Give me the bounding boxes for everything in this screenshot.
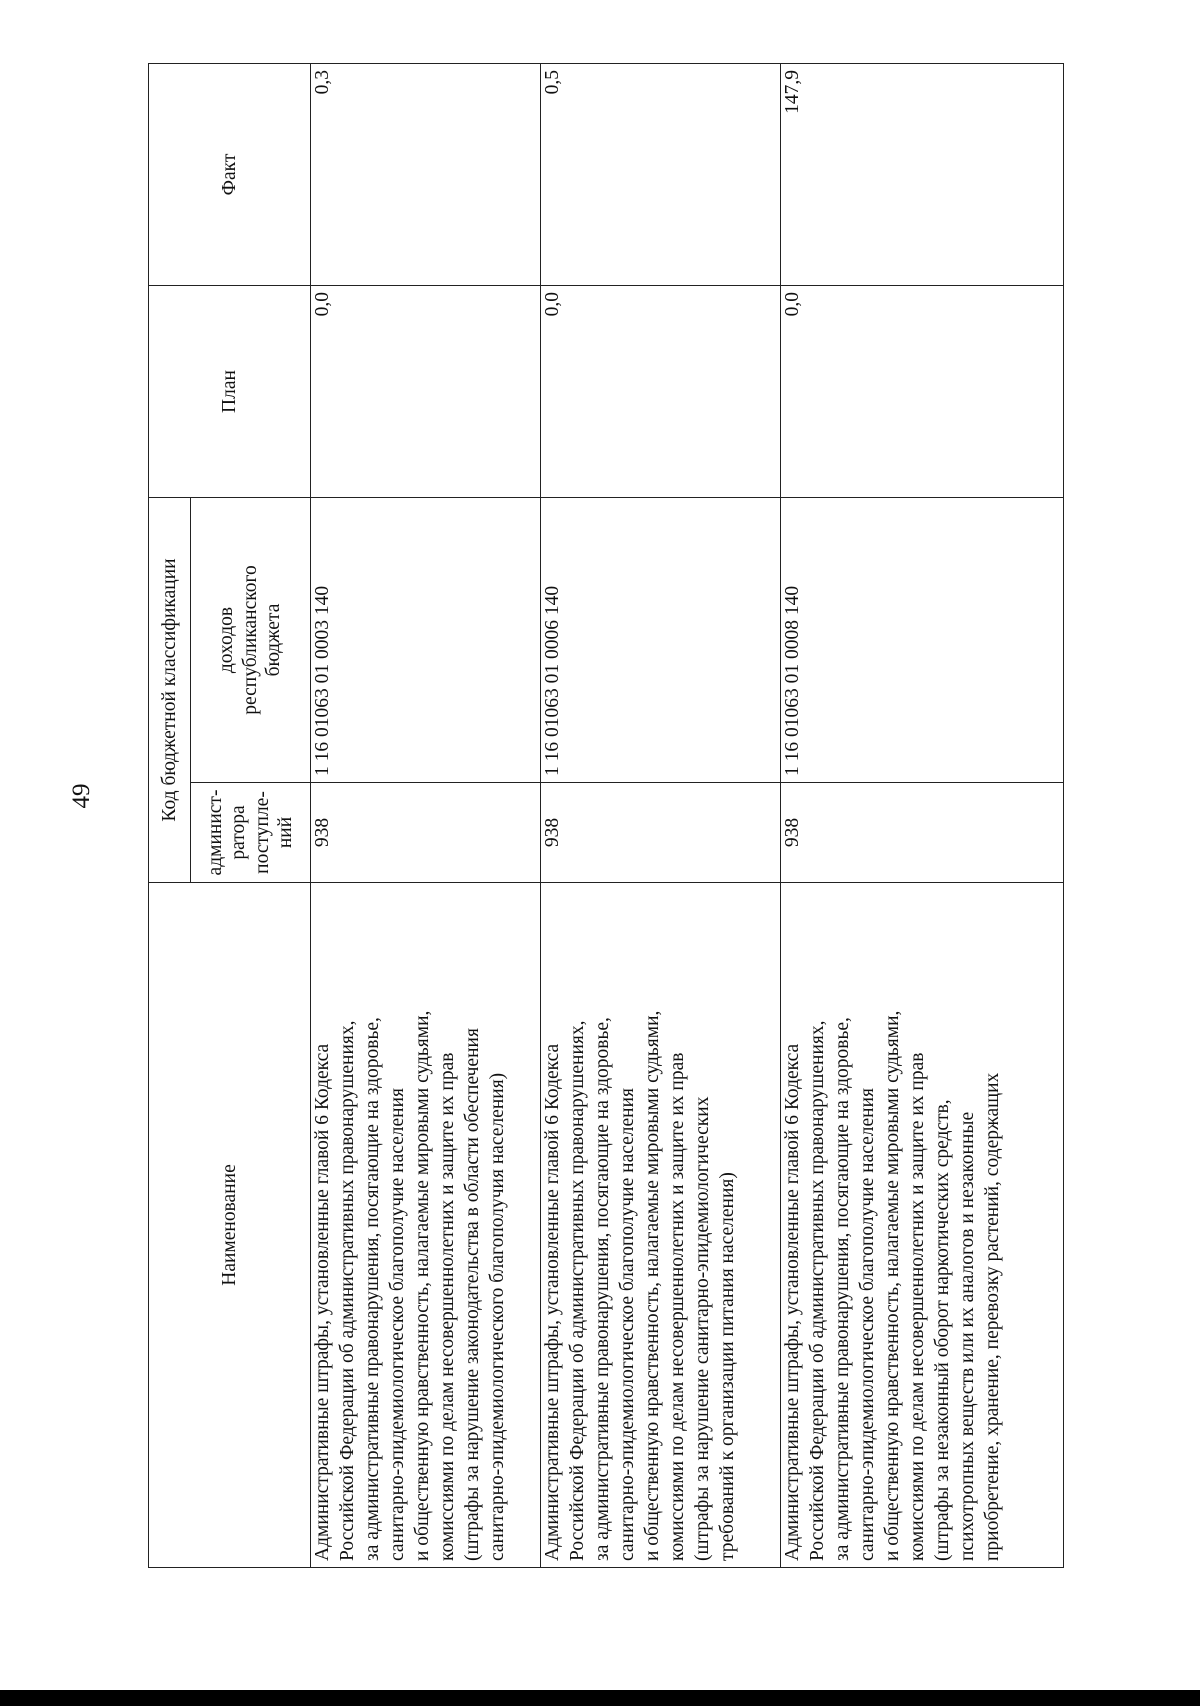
row-plan: 0,0	[311, 286, 541, 498]
header-name: Наименование	[149, 883, 311, 1568]
row-income-code: 1 16 01063 01 0006 140	[541, 498, 781, 783]
row-admin-code: 938	[541, 783, 781, 883]
row-plan: 0,0	[541, 286, 781, 498]
budget-income-table	[148, 63, 1064, 1568]
table-row	[541, 64, 781, 1568]
row-fact: 0,5	[541, 64, 781, 286]
header-admin: админист- ратора поступле- ний	[191, 783, 311, 883]
header-fact: Факт	[149, 64, 311, 286]
row-plan: 0,0	[781, 286, 1064, 498]
header-income: доходов республиканского бюджета	[191, 498, 311, 783]
header-plan: План	[149, 286, 311, 498]
row-name: Административные штрафы, установленные главой 6 Кодекса Российской Федерации об административных правонарушениях, за административные правонарушения, посягающие на здоровье, санитарно-эпидемиологическое благополучие населения и общественную нравственность, налагаемые мировыми судьями, комиссиями по делам несовершеннолетних и защите их прав (штрафы за нарушение законодательства в области обеспечения санитарно-эпидемиологического благополучия населения)	[311, 883, 541, 1568]
table-row	[311, 64, 541, 1568]
rotated-table-container	[148, 64, 1064, 1568]
page-number: 49	[68, 783, 95, 809]
row-fact: 0,3	[311, 64, 541, 286]
row-income-code: 1 16 01063 01 0008 140	[781, 498, 1064, 783]
row-name: Административные штрафы, установленные главой 6 Кодекса Российской Федерации об административных правонарушениях, за административные правонарушения, посягающие на здоровье, санитарно-эпидемиологическое благополучие населения и общественную нравственность, налагаемые мировыми судьями, комиссиями по делам несовершеннолетних и защите их прав (штрафы за незаконный оборот наркотических средств, психотропных веществ или их аналогов и незаконные приобретение, хранение, перевозку растений, содержащих	[781, 883, 1064, 1568]
header-code-group: Код бюджетной классификации	[149, 498, 191, 883]
row-admin-code: 938	[781, 783, 1064, 883]
row-name: Административные штрафы, установленные главой 6 Кодекса Российской Федерации об административных правонарушениях, за административные правонарушения, посягающие на здоровье, санитарно-эпидемиологическое благополучие населения и общественную нравственность, налагаемые мировыми судьями, комиссиями по делам несовершеннолетних и защите их прав (штрафы за нарушение санитарно-эпидемиологических требований к организации питания населения)	[541, 883, 781, 1568]
scan-bottom-edge	[0, 1690, 1200, 1706]
row-admin-code: 938	[311, 783, 541, 883]
table-row	[781, 64, 1064, 1568]
row-fact: 147,9	[781, 64, 1064, 286]
row-income-code: 1 16 01063 01 0003 140	[311, 498, 541, 783]
